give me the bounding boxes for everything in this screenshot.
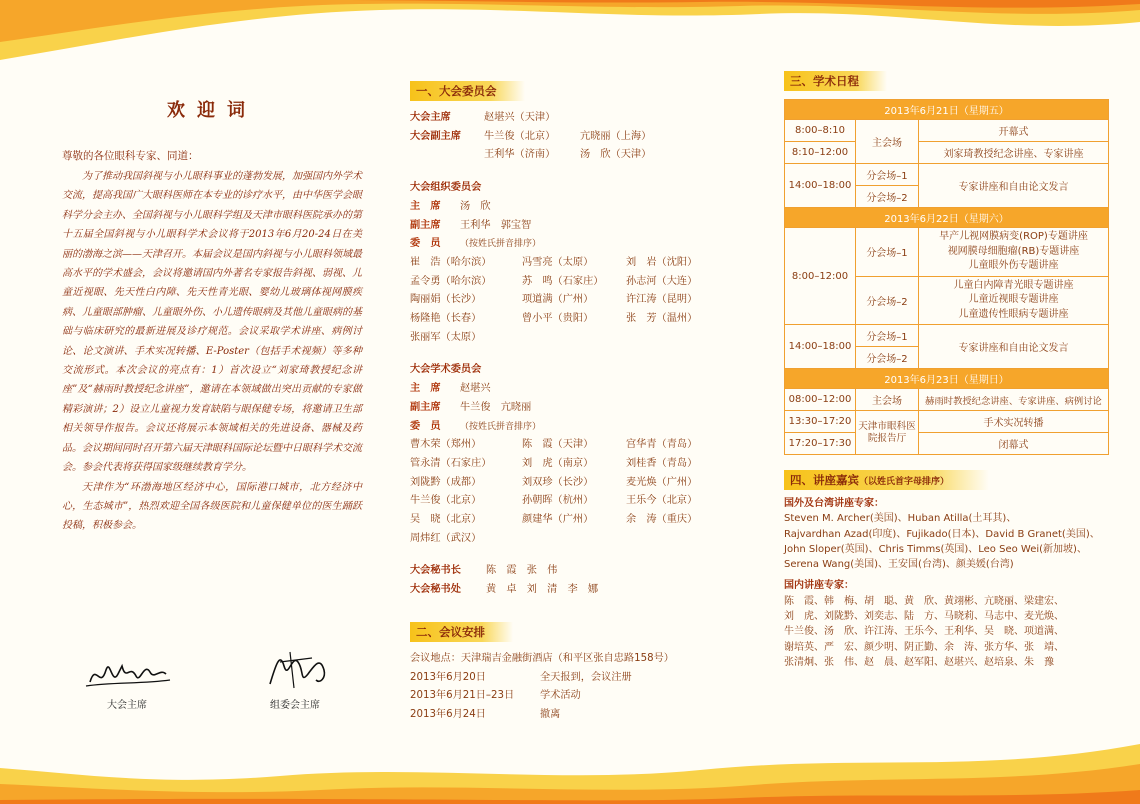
day1-header: 2013年6月21日（星期五） [785, 100, 1109, 120]
committee-member: 宫华青（青岛） [626, 439, 698, 451]
top-wave-decoration [0, 0, 1140, 70]
conference-chairs: 大会主席 赵堪兴（天津） 大会副主席 牛兰俊（北京） 亢晓丽（上海） 王利华（济南） 汤 欣（天津） [410, 112, 652, 161]
committee-member: 孟令勇（哈尔滨） [410, 275, 492, 287]
speakers-list: 国外及台湾讲座专家： Steven M. Archer(美国)、Huban Atilla(土耳其)、 Rajvardhan Azad(印度)、Fujikado(日本)、David B Granet(美国)、 John Sloper(英国)、Chris Timms(英国)、Leo Seo Wei(新加坡)、 Serena Wang(美国)、王安国(台湾)、颜美媛(台湾) 国内讲座专家： 陈 霞、韩 梅、胡 聪、黄 欣、黄翊彬、亢晓丽、梁建宏、 刘 虎、刘陇黔、刘奕志、陆 方、马晓莉、马志中、麦光焕、 牛兰俊、汤 欣、许江涛、王乐今、王利华、吴 晓、项道满、 谢培英、严 宏、颜少明、阴正勤、余 涛、张方华、张 靖、 张清炯、张 伟、赵 晨、赵军阳、赵堪兴、赵培泉、朱 豫 [784, 496, 1112, 670]
sig-right-label: 组委会主席 [270, 700, 320, 711]
welcome-column [62, 70, 362, 711]
committee-member: 苏 鸣（石家庄） [522, 275, 604, 287]
committee-member: 王乐今（北京） [626, 495, 698, 507]
welcome-paragraph-2: 天津作为“环渤海地区经济中心，国际港口城市，北方经济中心，生态城市”，热烈欢迎全国各级医院和儿童保健单位的医生踊跃投稿，积极参会。 [62, 481, 362, 532]
conference-chair-signature [72, 652, 182, 711]
bottom-wave-decoration [0, 734, 1140, 804]
signatures [62, 652, 362, 742]
committee-member: 牛兰俊（北京） [410, 495, 482, 507]
committee-member: 陈 霞（天津） [522, 439, 594, 451]
committee-member: 刘 岩（沈阳） [626, 256, 698, 268]
foreign-speakers-title: 国外及台湾讲座专家： [784, 498, 884, 509]
academic-committee: 大会学术委员会 主 席 赵堪兴 副主席 牛兰俊 亢晓丽 委 员 （按姓氏拼音排序） 曹木荣（郑州） 陈 霞（天津） 宫华青（青岛） 管永清（石家庄） 刘 虎（南京） 刘桂香（青岛） 刘陇黔（成都） 刘双珍（长沙） 麦光焕（广州） 牛兰俊（北京） 孙朝晖（杭州） 王乐今（北京） 吴 晓（北京） 颜建华（广州） 余 涛（重庆） 周炜红（武汉） [410, 361, 740, 548]
committee-member: 刘陇黔（成都） [410, 476, 482, 488]
secretariat: 大会秘书长 陈 霞 张 伟 大会秘书处 黄 卓 刘 清 李 娜 [410, 565, 599, 596]
committee-column [410, 80, 740, 725]
handwritten-signature-right [250, 644, 340, 696]
venue-text: 会议地点：天津瑞吉金融街酒店（和平区张自忠路158号） [410, 652, 674, 664]
handwritten-signature-left [82, 652, 172, 696]
arrangement-section-header: 二、会议安排 [410, 622, 513, 642]
organizing-committee: 大会组织委员会 主 席 汤 欣 副主席 王利华 郭宝智 委 员 （按姓氏拼音排序） 崔 浩（哈尔滨） 冯雪亮（太原） 刘 岩（沈阳） 孟令勇（哈尔滨） 苏 鸣（石家庄） 孙志河（大连） 陶丽娟（长沙） 项道满（广州） 许江涛（昆明） 杨隆艳（长春） 曾小平（贵阳） 张 芳（温州） 张丽军（太原） [410, 179, 740, 347]
arrangement-row: 2013年6月24日 撤离 [410, 708, 561, 720]
welcome-salutation: 尊敬的各位眼科专家、同道： [62, 150, 199, 162]
schedule-table: 2013年6月21日（星期五） 8:00–8:10 主会场 开幕式 8:10–12:00 刘家琦教授纪念讲座、专家讲座 14:00–18:00 分会场–1 专家讲座和自由论文发言 分会场–2 2013年6月22日（星期六） 8:00–12:00 分会场–1 早产儿视网膜病变(ROP)专题讲座 视网膜母细胞瘤(RB)专题讲座 儿童眼外伤专题讲座 分会场–2 儿童白内障青光眼专题讲座 儿童近视眼专题讲座 儿童遗传性眼病专题讲座 14:00–18:00 分会场–1 专家讲座和自由论文发言 分会场–2 2013年6月23日（星期日） 08:00–12:00 主会场 赫雨时教授纪念讲座、专家讲座、病例讨论 13:30–17:20 天津市眼科医院报告厅 手术实况转播 17:20–17:30 闭幕式 [784, 99, 1109, 455]
committee-member: 项道满（广州） [522, 294, 594, 306]
committee-member: 张 芳（温州） [626, 313, 698, 325]
committee-member: 刘双珍（长沙） [522, 476, 594, 488]
day3-header: 2013年6月23日（星期日） [785, 369, 1109, 389]
committee-member: 孙朝晖（杭州） [522, 495, 594, 507]
committee-member: 许江涛（昆明） [626, 294, 698, 306]
committee-member: 周炜红（武汉） [410, 532, 482, 544]
day2-header: 2013年6月22日（星期六） [785, 208, 1109, 228]
sig-left-label: 大会主席 [107, 700, 147, 711]
committee-member: 曹木荣（郑州） [410, 439, 482, 451]
committee-member: 曾小平（贵阳） [522, 313, 594, 325]
academic-members-list [410, 436, 740, 548]
arrangement-details [410, 650, 740, 725]
organizing-chair-signature [240, 644, 350, 711]
committee-member: 杨隆艳（长春） [410, 313, 482, 325]
speakers-header-row [784, 469, 1112, 490]
committee-member: 余 涛（重庆） [626, 514, 698, 526]
committee-member: 刘桂香（青岛） [626, 457, 698, 469]
committee-section-header: 一、大会委员会 [410, 81, 525, 101]
welcome-paragraph-1: 为了推动我国斜视与小儿眼科事业的蓬勃发展，加强国内外学术交流，提高我国广大眼科医师在本专业的诊疗水平，由中华医学会眼科学分会主办、全国斜视与小儿眼科学组及天津市眼科医院承办的第十五届全国斜视与小儿眼科学术会议将于2013年6月20-24日在美丽的渤海之滨——天津召开。本届会议是国内斜视与小儿眼科领域最高水平的学术盛会，会议将邀请国内外著名专家报告斜视、弱视、儿童近视眼、先天性白内障、先天性青光眼、婴幼儿玻璃体视网膜疾病、儿童眼部肿瘤、儿童眼外伤、小儿遗传眼病及其他儿童眼病的基础与临床研究的最新进展及诊疗规范。会议采取学术讲座、病例讨论、论文演讲、手术实况转播、E-Poster（包括手术视频）等多种交流形式。本次会议的亮点有：1）首次设立“刘家琦教授纪念讲座”及“赫雨时教授纪念讲座”，邀请在本领域做出突出贡献的专家做精彩演讲；2）设立儿童视力发育缺陷与眼保健专场，将邀请卫生部相关领导作报告。会议还将展示本领域相关的先进设备、器械及药品。会议期间同时召开第六届天津眼科国际论坛暨中日眼科学术交流会。参会代表将获得国家级继续教育学分。 [62, 171, 362, 474]
domestic-speakers-title: 国内讲座专家： [784, 580, 854, 592]
committee-member: 颜建华（广州） [522, 514, 594, 526]
committee-member: 刘 虎（南京） [522, 457, 594, 469]
committee-member: 张丽军（太原） [410, 331, 482, 343]
arrangement-row: 2013年6月20日 全天报到，会议注册 [410, 671, 632, 683]
welcome-title: 欢迎词 [167, 100, 257, 121]
committee-member: 冯雪亮（太原） [522, 256, 594, 268]
organizing-members-list [410, 254, 740, 348]
schedule-column [784, 70, 1112, 670]
committee-member: 麦光焕（广州） [626, 476, 698, 488]
schedule-section-header: 三、学术日程 [784, 71, 887, 91]
committee-member: 陶丽娟（长沙） [410, 294, 482, 306]
committee-member: 孙志河（大连） [626, 275, 698, 287]
arrangement-row: 2013年6月21日–23日 学术活动 [410, 690, 581, 702]
committee-member: 管永清（石家庄） [410, 457, 492, 469]
committee-member: 吴 晓（北京） [410, 514, 482, 526]
committee-member: 崔 浩（哈尔滨） [410, 256, 492, 268]
speakers-section-header: 四、讲座嘉宾（以姓氏首字母排序） [784, 470, 989, 490]
